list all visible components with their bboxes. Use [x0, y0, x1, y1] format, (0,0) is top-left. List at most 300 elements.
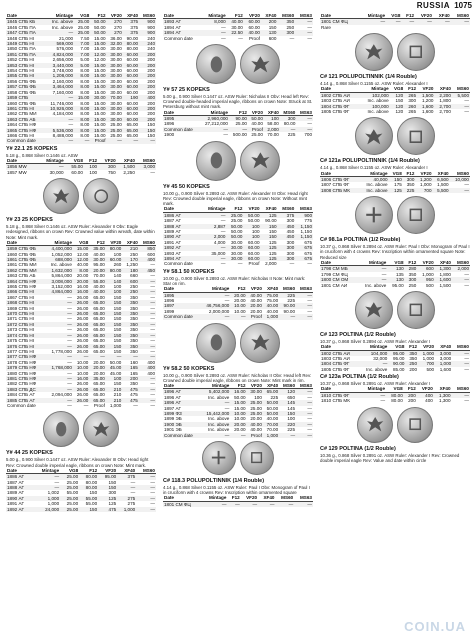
table-cell: 15.00	[94, 89, 106, 95]
table-cell: 1862 СПБ МИ	[7, 111, 37, 117]
table-cell: —	[150, 316, 155, 322]
table-cell: 150	[106, 344, 122, 349]
table-cell: 130	[261, 30, 277, 35]
table-cell: 900	[295, 212, 313, 218]
table-cell: —	[361, 392, 386, 398]
table-cell: 50.00	[266, 405, 279, 411]
table-cell: 36.00	[110, 35, 122, 41]
table-row	[6, 19, 156, 25]
column-header: Mintage	[33, 468, 60, 474]
table-cell: 25.00	[66, 479, 79, 485]
table-cell: 1889 АГ	[164, 228, 182, 234]
table-cell: —	[307, 24, 312, 30]
table-cell: —	[107, 138, 123, 143]
entry-title: C# 129 POLTINA (1/2 Rouble)	[320, 445, 396, 452]
table-cell: 1,000	[47, 501, 60, 507]
table-cell: 80.00	[79, 474, 98, 480]
table-cell: —	[130, 479, 136, 485]
price-table	[163, 495, 313, 507]
table-cell: 10.00	[76, 370, 89, 376]
table-cell: 8.00	[80, 111, 90, 117]
table-cell: 200	[139, 52, 156, 57]
table-cell: 125	[261, 212, 278, 218]
coin-obverse-eagle-icon	[355, 117, 393, 155]
table-cell: 1864 СПБ НФ	[6, 279, 45, 284]
table-cell: 100	[254, 394, 262, 400]
column-header: Date	[320, 86, 360, 92]
table-cell: 600	[417, 266, 434, 272]
table-cell: —	[237, 261, 243, 267]
table-cell: —	[296, 411, 313, 416]
table-cell: 60.00	[126, 100, 139, 106]
table-cell: 350	[130, 338, 138, 344]
table-cell: —	[227, 501, 240, 507]
table-cell: 8.00	[74, 73, 90, 78]
table-cell: 1863 СПБ АБ	[7, 273, 36, 279]
table-cell: 150	[79, 507, 98, 512]
table-cell: —	[275, 501, 294, 507]
table-cell: 1895	[163, 292, 200, 298]
table-cell: —	[45, 300, 73, 305]
coin-reverse-inscription-icon	[397, 407, 433, 443]
table-cell: 5,500	[452, 92, 470, 98]
entry-description: 5.00 g., 0.900 Silver 0.1447 oz. ASW Ruler: Nicholas II Obv: Head left Rev: Crowned double-headed imperial eagle, ribbons on crown Note: Struck at St. Petersburg without mint mark.	[163, 94, 313, 110]
table-cell: —	[67, 381, 72, 387]
table-cell: 1879 СПБ НФ	[6, 365, 45, 370]
coin-obverse-monogram-icon	[355, 196, 393, 234]
table-cell: 10.00	[76, 359, 89, 365]
table-cell: —	[307, 121, 312, 127]
table-cell: 1,500	[417, 92, 434, 98]
table-cell: 5,402,000	[200, 389, 230, 395]
price-table	[320, 386, 470, 403]
coin-images	[163, 323, 313, 363]
column-header: XF40	[263, 286, 279, 292]
table-cell: 25.00	[251, 132, 263, 138]
column-header: MS63	[295, 206, 313, 212]
table-cell: 30.00	[110, 100, 122, 106]
table-row	[320, 25, 470, 30]
table-row	[163, 433, 313, 438]
table-cell: 30.00	[230, 239, 243, 245]
table-cell: 60.00	[243, 245, 260, 250]
table-cell: —	[296, 127, 313, 132]
table-row	[6, 30, 156, 35]
table-cell: 20.00	[250, 416, 262, 422]
table-cell: —	[296, 433, 313, 438]
table-cell: 260	[404, 104, 417, 109]
table-cell: 20.00	[93, 359, 105, 365]
table-cell: 30.00	[107, 63, 123, 68]
table-cell: 1808 СПБ МК	[320, 188, 359, 193]
table-cell: —	[45, 311, 73, 316]
coin-images	[320, 407, 470, 443]
table-cell: 80.00	[386, 392, 404, 398]
table-cell: 100	[106, 289, 122, 294]
table-cell: 5,536,000	[44, 128, 74, 133]
table-cell: —	[139, 333, 156, 338]
table-cell: 1,600	[421, 109, 434, 115]
table-cell: 150	[113, 305, 122, 311]
table-cell: 250	[122, 289, 138, 294]
column-header: Date	[320, 344, 359, 350]
table-cell: —	[307, 405, 312, 411]
table-cell: 688,000	[45, 257, 73, 262]
table-cell: 125	[108, 501, 117, 507]
column-header: VF20	[417, 260, 434, 266]
column-header: MS60	[451, 13, 470, 19]
table-cell: 1803 СПБ АИ	[321, 355, 350, 361]
column-header: MS63	[296, 286, 313, 292]
entry-description: 4.14 g., 0.868 Silver 0.1155 oz. ASW Ruler: Alexander I	[320, 165, 428, 171]
table-cell: 1803 СПБ АИ	[321, 98, 350, 104]
column-header: MS63	[296, 110, 313, 116]
table-cell: 475	[98, 507, 117, 512]
coin-reverse-eagle-icon	[83, 411, 119, 447]
table-cell: 150	[106, 333, 122, 338]
table-cell: 40.00	[247, 292, 263, 298]
table-cell: —	[150, 490, 155, 496]
table-cell: 60.00	[244, 19, 261, 25]
column-header: MS60	[279, 286, 296, 292]
column-header: Date	[163, 13, 202, 19]
table-cell: 1856 MW	[6, 164, 37, 170]
table-cell: 1802 СПБ АИ	[320, 350, 359, 356]
table-cell: 200	[139, 84, 156, 89]
table-cell: —	[464, 282, 469, 288]
table-cell: 1,500	[437, 182, 449, 188]
table-cell: 700	[304, 132, 312, 138]
table-cell: 1,200	[421, 98, 434, 104]
table-cell: 375	[278, 212, 296, 218]
table-cell: 1881 СПБ НФ	[6, 376, 45, 381]
table-cell: 200	[147, 100, 155, 106]
column-header: MS60	[452, 386, 470, 392]
table-cell: —	[358, 266, 388, 272]
table-cell: 1886 АГ	[163, 212, 202, 218]
column-header: VF20	[243, 206, 260, 212]
table-cell: 1865 СПБ НФ	[6, 128, 44, 133]
table-cell: 80.00	[106, 246, 122, 252]
table-cell: —	[307, 308, 312, 314]
table-cell: —	[433, 19, 451, 25]
table-cell: 225	[287, 427, 296, 433]
table-cell: Inc. above	[367, 98, 389, 104]
table-cell: 350	[130, 316, 138, 322]
table-cell: 1865 СПБ НФ	[7, 284, 37, 290]
table-cell: —	[45, 344, 73, 349]
table-cell: 375	[130, 24, 139, 30]
table-cell: 400	[425, 398, 433, 404]
catalog-entry	[163, 366, 313, 383]
column-header: XF40	[263, 383, 279, 389]
table-cell: 40.00	[263, 303, 279, 308]
table-cell: 55.00	[79, 496, 98, 501]
table-cell: —	[130, 490, 136, 496]
table-cell: 175	[394, 182, 402, 188]
table-cell: 65.00	[93, 348, 105, 354]
table-cell: —	[289, 35, 295, 41]
table-cell: 70.00	[267, 132, 279, 138]
table-cell: 225	[270, 394, 279, 400]
table-cell: Inc. above	[50, 262, 72, 268]
table-cell: 125	[98, 496, 117, 501]
table-cell: 1,002	[47, 490, 60, 496]
table-cell: 450	[139, 268, 156, 273]
table-cell: Common date	[163, 433, 200, 438]
table-cell: 1876 СПБ НI	[6, 344, 45, 349]
entry-title: Y# 22.1 25 KOPEKS	[6, 145, 58, 152]
table-cell: 1900 ЭБ	[163, 422, 200, 427]
entry-title: Y# 23 25 KOPEKS	[6, 217, 53, 224]
table-cell: 50.00	[226, 224, 243, 229]
table-cell: 26.00	[76, 348, 89, 354]
coin-reverse-wreath-icon	[83, 178, 119, 214]
entry-description: 10.00 g., 0.900 Silver 0.2893 oz. ASW Ruler: Alexander III Obv: Head right Rev: Crowned double imperial eagle, ribbons on crown Note: Without mint mark.	[163, 190, 308, 207]
table-cell: 40.00	[93, 284, 105, 290]
table-cell: 1,500	[439, 282, 451, 288]
table-cell: Common date	[163, 127, 199, 132]
catalog-entry	[163, 269, 313, 286]
table-cell: 1861 СПБ МИ	[7, 262, 37, 268]
table-cell: 1,000	[435, 361, 452, 366]
table-cell: 80.00	[79, 485, 98, 490]
column-header: VF20	[98, 158, 117, 164]
table-cell: 15.00	[90, 84, 106, 89]
table-cell: 200	[261, 19, 277, 25]
table-cell: —	[452, 392, 470, 398]
table-cell: 30.00	[110, 89, 122, 95]
table-cell: 1,000	[263, 433, 279, 438]
table-cell: 3,464,000	[44, 84, 74, 89]
table-cell: —	[139, 344, 156, 349]
table-cell: —	[139, 138, 156, 143]
table-cell: 1,800	[439, 98, 451, 104]
table-cell: —	[74, 138, 90, 143]
table-cell: 26.00	[76, 327, 89, 333]
table-cell: 2,000	[265, 261, 277, 267]
column-header: Mintage	[361, 386, 386, 392]
coin-obverse-portrait-icon	[196, 44, 236, 84]
table-cell: 1,150	[295, 234, 313, 239]
coin-images	[163, 44, 313, 84]
table-cell: 1887 АГ	[164, 218, 182, 224]
column-header: F12	[84, 158, 98, 164]
column-header: VG8	[60, 468, 79, 474]
table-cell: 700	[415, 188, 432, 193]
coin-images	[320, 291, 470, 329]
table-cell: 200	[404, 392, 417, 398]
column-header: Date	[320, 260, 358, 266]
table-cell: 1847 СПБ ПА	[6, 30, 44, 35]
table-cell: 15.00	[90, 41, 106, 46]
column-header: Mintage	[202, 206, 226, 212]
table-row	[6, 84, 156, 89]
table-row	[320, 19, 470, 25]
table-cell: 30.00	[226, 245, 243, 250]
column-header: VG8	[65, 158, 84, 164]
table-row	[6, 111, 156, 116]
table-cell: —	[224, 297, 230, 303]
table-cell: Common date	[163, 314, 200, 319]
table-cell: 10.00	[230, 411, 246, 416]
table-cell: —	[123, 138, 139, 143]
table-cell: 1893 АГ	[164, 250, 182, 256]
table-cell: Inc. above	[366, 182, 388, 188]
table-cell: 8.00	[80, 89, 90, 95]
table-cell: 1894 АГ	[163, 256, 202, 261]
table-cell: 150	[113, 338, 122, 344]
table-cell: 240	[139, 41, 156, 46]
table-cell: 10.00	[73, 365, 89, 370]
table-cell: 8.00	[80, 68, 90, 74]
table-cell: 26.00	[76, 316, 89, 322]
table-cell: —	[452, 104, 470, 109]
table-cell: 100	[287, 416, 296, 422]
table-cell: 225	[403, 188, 416, 193]
table-cell: 1896	[164, 121, 175, 127]
table-cell: 100	[89, 169, 98, 175]
column-header: F12	[227, 495, 240, 501]
table-cell: 20.00	[93, 370, 105, 376]
table-cell: 65.00	[93, 338, 105, 344]
table-cell: 65.00	[89, 311, 105, 316]
table-cell: 1,200	[415, 177, 432, 183]
table-cell: —	[150, 273, 155, 279]
table-cell: 400	[147, 370, 155, 376]
table-cell: 10.00	[230, 303, 246, 308]
table-row	[163, 132, 313, 137]
table-cell: 60.00	[123, 63, 139, 68]
table-cell: Inc. above	[365, 282, 387, 288]
table-cell: 50.00	[226, 234, 243, 239]
table-cell: —	[150, 305, 155, 311]
table-cell: —	[150, 501, 155, 507]
column-header: VG8	[387, 260, 404, 266]
table-cell: 300	[280, 116, 297, 122]
price-table	[163, 206, 313, 266]
table-cell: Proof	[93, 402, 105, 408]
table-cell: 1877 СПБ НФ	[6, 354, 45, 359]
table-cell: 1,768,000	[45, 365, 73, 370]
column-header: VG8	[74, 13, 90, 19]
table-row	[6, 246, 156, 252]
price-table	[6, 13, 156, 144]
table-cell: 2,000	[202, 234, 226, 239]
table-cell: 65.00	[93, 381, 105, 387]
table-cell: —	[150, 284, 155, 290]
table-cell	[415, 25, 433, 30]
table-cell: —	[202, 245, 226, 250]
table-cell: 20.00	[230, 292, 246, 298]
table-cell	[360, 25, 387, 30]
table-cell: 60.00	[243, 256, 260, 261]
table-cell: 1,052,000	[51, 251, 72, 257]
table-cell: 1805 СПБ ФГ	[321, 109, 350, 115]
table-cell: —	[139, 398, 156, 403]
table-cell: Rare	[321, 24, 331, 30]
table-cell: —	[415, 19, 433, 25]
table-cell: —	[289, 261, 295, 267]
table-cell: —	[150, 392, 155, 398]
table-cell: 3,440,000	[44, 63, 74, 68]
table-cell: 1804 СПБ ФГ	[320, 361, 359, 366]
table-cell: —	[220, 228, 226, 234]
column-header: MS63	[294, 495, 313, 501]
table-cell: 20.00	[76, 273, 89, 279]
table-cell: 150	[395, 98, 404, 104]
table-cell: —	[200, 433, 230, 438]
table-cell: 200	[147, 57, 155, 63]
price-table	[6, 468, 156, 512]
table-cell: 1850 СПБ ПА	[7, 46, 36, 52]
table-cell: 350	[130, 381, 138, 387]
table-cell: —	[224, 405, 230, 411]
table-cell: 26.00	[76, 305, 89, 311]
table-cell: —	[139, 311, 156, 316]
table-cell: 80.00	[85, 479, 98, 485]
table-cell: 1866 СПБ НI	[7, 132, 34, 138]
table-cell: 600	[147, 251, 155, 257]
table-cell: 12.00	[94, 57, 106, 63]
column-header: MS60	[450, 171, 470, 177]
table-cell: 100	[106, 376, 122, 381]
table-cell: 1859 СПБ	[6, 95, 44, 100]
table-cell: 1875 СПБ НI	[7, 338, 34, 344]
coin-obverse-portrait-icon	[196, 323, 236, 363]
table-cell: 1,300	[435, 266, 452, 272]
table-cell: 125	[268, 239, 277, 245]
table-cell: 1,208,000	[44, 73, 74, 78]
table-row	[6, 300, 156, 305]
table-cell: 45.00	[109, 370, 122, 376]
table-cell: —	[464, 109, 469, 115]
coin-obverse-portrait-icon	[196, 141, 236, 181]
table-cell: 26.00	[76, 338, 89, 344]
table-cell: 20.00	[234, 427, 246, 433]
table-cell: 270	[107, 19, 123, 25]
table-cell: 25.00	[250, 405, 262, 411]
table-cell: 1892 АГ	[6, 507, 33, 512]
table-cell: —	[451, 19, 470, 25]
price-table	[320, 13, 470, 30]
price-table	[6, 158, 156, 175]
table-cell: 65.00	[126, 122, 139, 128]
table-cell: Inc. above	[208, 394, 230, 400]
column-header: VG8	[388, 344, 405, 350]
table-cell: 15.00	[94, 46, 106, 52]
column-header: XF40	[117, 468, 136, 474]
table-cell: 46,756,000	[200, 303, 230, 308]
table-cell: 16.00	[230, 389, 246, 395]
table-cell: 30,000	[49, 169, 64, 175]
table-cell: —	[133, 402, 138, 408]
table-cell: —	[45, 354, 73, 359]
table-cell: 32.00	[107, 41, 123, 46]
table-cell: 240	[147, 35, 155, 41]
table-cell: 1897 АГ	[164, 405, 182, 411]
table-cell: —	[296, 422, 313, 427]
table-cell: —	[307, 416, 312, 422]
table-cell: —	[229, 127, 248, 132]
entry-title: C# 98.1a POLTINA (1/2 Rouble)	[320, 237, 401, 244]
catalog-entry	[6, 146, 156, 158]
table-cell: 50.00	[230, 228, 243, 234]
table-cell: 24,000	[33, 507, 60, 512]
column-header: VF20	[241, 495, 258, 501]
table-cell: 1807 СПБ ФГ	[321, 182, 350, 188]
table-cell: —	[139, 300, 156, 305]
